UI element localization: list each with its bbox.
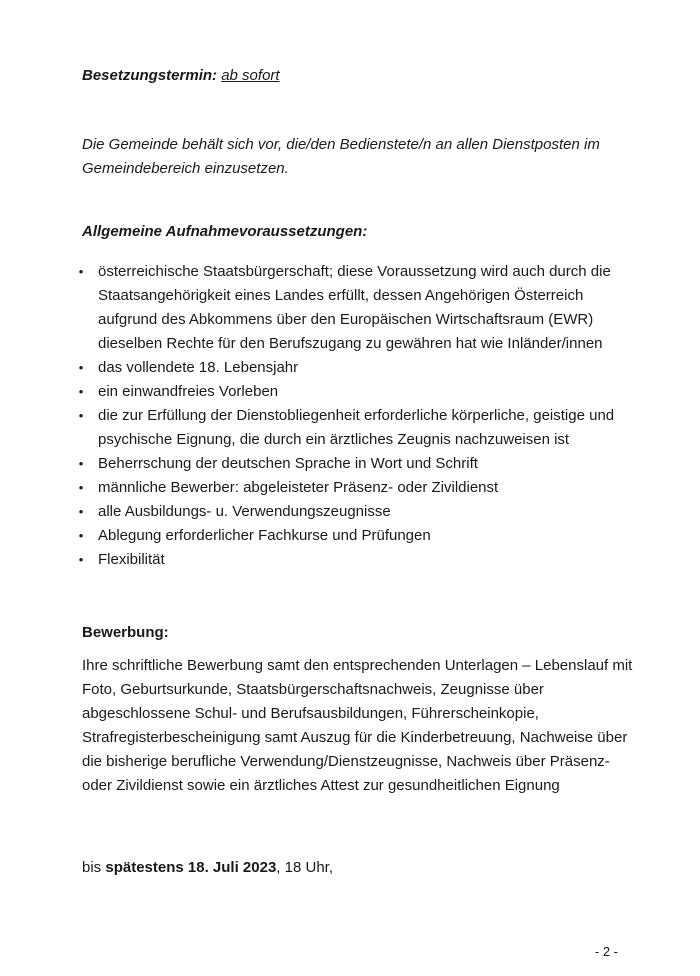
bullet-icon: • [78, 456, 84, 471]
list-item-text: Flexibilität [98, 551, 165, 568]
besetzungstermin-value: ab sofort [221, 67, 280, 84]
deadline-suffix: , 18 Uhr, [276, 859, 333, 876]
list-item-text: alle Ausbildungs- u. Verwendungszeugnisse [98, 503, 391, 520]
bullet-icon: • [78, 528, 84, 543]
bullet-icon: • [78, 384, 84, 399]
bewerbung-heading [82, 621, 642, 645]
list-item [74, 380, 634, 404]
list-item [74, 452, 634, 476]
bullet-icon: • [78, 264, 84, 279]
list-item-text: Ablegung erforderlicher Fachkurse und Prüfungen [98, 527, 431, 544]
bullet-icon: • [78, 504, 84, 519]
list-item [74, 356, 634, 380]
bullet-icon: • [78, 408, 84, 423]
deadline-date: spätestens 18. Juli 2023 [105, 859, 277, 876]
intro-text: Die Gemeinde behält sich vor, die/den Bedienstete/n an allen Dienstposten im Gemeindebereich einzusetzen. [82, 136, 600, 177]
list-item [74, 260, 634, 356]
list-item-text: das vollendete 18. Lebensjahr [98, 359, 299, 376]
bullet-icon: • [78, 552, 84, 567]
bewerbung-title: Bewerbung: [82, 624, 169, 641]
deadline-prefix: bis [82, 859, 102, 876]
bullet-icon: • [78, 360, 84, 375]
bewerbung-text: Ihre schriftliche Bewerbung samt den entsprechenden Unterlagen – Lebenslauf mit Foto, Geburtsurkunde, Staatsbürgerschaftsnachweis, Zeugnisse über abgeschlossene Schul- und Berufsausbildungen, Führerscheinkopie, Strafregisterbescheinigung samt Auszug für die Kinderbetreuung, Nachweise über die bisherige berufliche Verwendung/Dienstzeugnisse, Nachweis über Präsenz- oder Zivildienst sowie ein ärztliches Attest zur gesundheitlichen Eignung [82, 657, 633, 794]
deadline-line [82, 856, 642, 880]
list-item [74, 548, 634, 572]
list-item-text: Beherrschung der deutschen Sprache in Wort und Schrift [98, 455, 478, 472]
bewerbung-paragraph [82, 654, 642, 798]
list-item-text: ein einwandfreies Vorleben [98, 383, 279, 400]
bullet-icon: • [78, 480, 84, 495]
requirements-list [74, 260, 634, 572]
list-item [74, 500, 634, 524]
requirements-title: Allgemeine Aufnahmevoraussetzungen: [82, 223, 368, 240]
intro-paragraph [82, 133, 642, 181]
requirements-heading [82, 220, 642, 244]
besetzungstermin-line [82, 64, 642, 88]
list-item [74, 476, 634, 500]
list-item-text: die zur Erfüllung der Dienstobliegenheit erforderliche körperliche, geistige und psychische Eignung, die durch ein ärztliches Zeugnis nachzuweisen ist [98, 407, 615, 448]
list-item-text: österreichische Staatsbürgerschaft; diese Voraussetzung wird auch durch die Staatsangehörigkeit eines Landes erfüllt, dessen Angehörigen Österreich aufgrund des Abkommens über den Europäischen Wirtschaftsraum (EWR) dieselben Rechte für den Berufszugang zu gewähren hat wie Inländer/innen [98, 263, 611, 352]
besetzungstermin-label: Besetzungstermin: [82, 67, 218, 84]
list-item [74, 404, 634, 452]
list-item [74, 524, 634, 548]
list-item-text: männliche Bewerber: abgeleisteter Präsenz- oder Zivildienst [98, 479, 499, 496]
page-number: - 2 - [594, 944, 618, 959]
